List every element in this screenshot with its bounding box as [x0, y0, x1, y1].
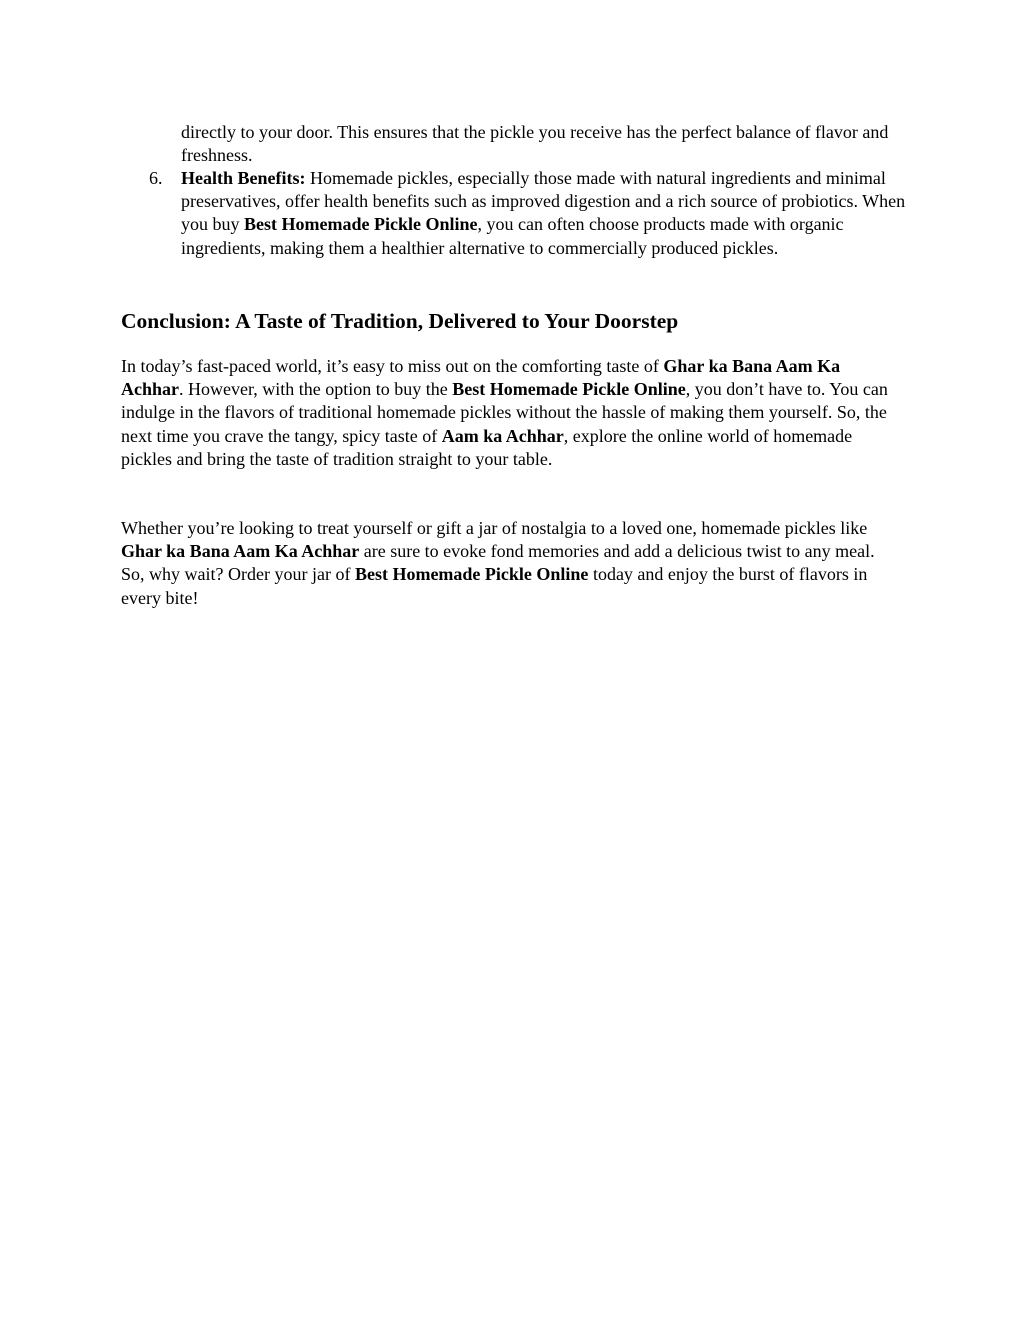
- list-item-health-benefits: [181, 167, 906, 260]
- list-item-bold-a: Best Homemade Pickle Online: [244, 214, 478, 235]
- para2-text-1: Whether you’re looking to treat yourself or gift a jar of nostalgia to a loved one, homemade pickles like: [121, 518, 868, 538]
- list-item-number: 6.: [149, 168, 163, 188]
- para1-bold-1: Ghar ka Bana Aam Ka Achhar: [121, 356, 841, 400]
- para1-bold-2: Best Homemade Pickle Online: [452, 379, 686, 400]
- para2-bold-2: Best Homemade Pickle Online: [354, 564, 589, 585]
- para1-text-3: , you don’t have to. You can indulge in the flavors of traditional homemade pickles without the hassle of making them yourself. So, the next time you crave the tangy, spicy taste of: [121, 379, 888, 446]
- list-item-text-a: Homemade pickles, especially those made with natural ingredients and minimal preservatives, offer health benefits such as improved digestion and a rich source of probiotics. When you buy: [181, 168, 906, 235]
- conclusion-paragraph-2: [121, 517, 881, 610]
- list-item-title: Health Benefits:: [181, 168, 306, 188]
- para2-text-2: are sure to evoke fond memories and add a delicious twist to any meal. So, why wait? Order your jar of: [121, 541, 875, 585]
- conclusion-heading: Conclusion: A Taste of Tradition, Delivered to Your Doorstep: [121, 309, 679, 333]
- list-item-text-b: , you can often choose products made with organic ingredients, making them a healthier alternative to commercially produced pickles.: [181, 214, 844, 258]
- para1-text-1: In today’s fast-paced world, it’s easy to miss out on the comforting taste of: [121, 356, 664, 376]
- para2-bold-1: Ghar ka Bana Aam Ka Achhar: [121, 541, 360, 562]
- para1-bold-3: Aam ka Achhar: [441, 425, 564, 446]
- conclusion-paragraph-1: [121, 355, 901, 471]
- continuation-text: directly to your door. This ensures that the pickle you receive has the perfect balance of flavor and freshness.: [181, 122, 889, 166]
- para1-text-4: , explore the online world of homemade pickles and bring the taste of tradition straight to your table.: [121, 425, 853, 469]
- para1-text-2: . However, with the option to buy the: [179, 379, 453, 400]
- para2-text-3: today and enjoy the burst of flavors in every bite!: [121, 564, 868, 608]
- list-item-continuation: [181, 121, 906, 167]
